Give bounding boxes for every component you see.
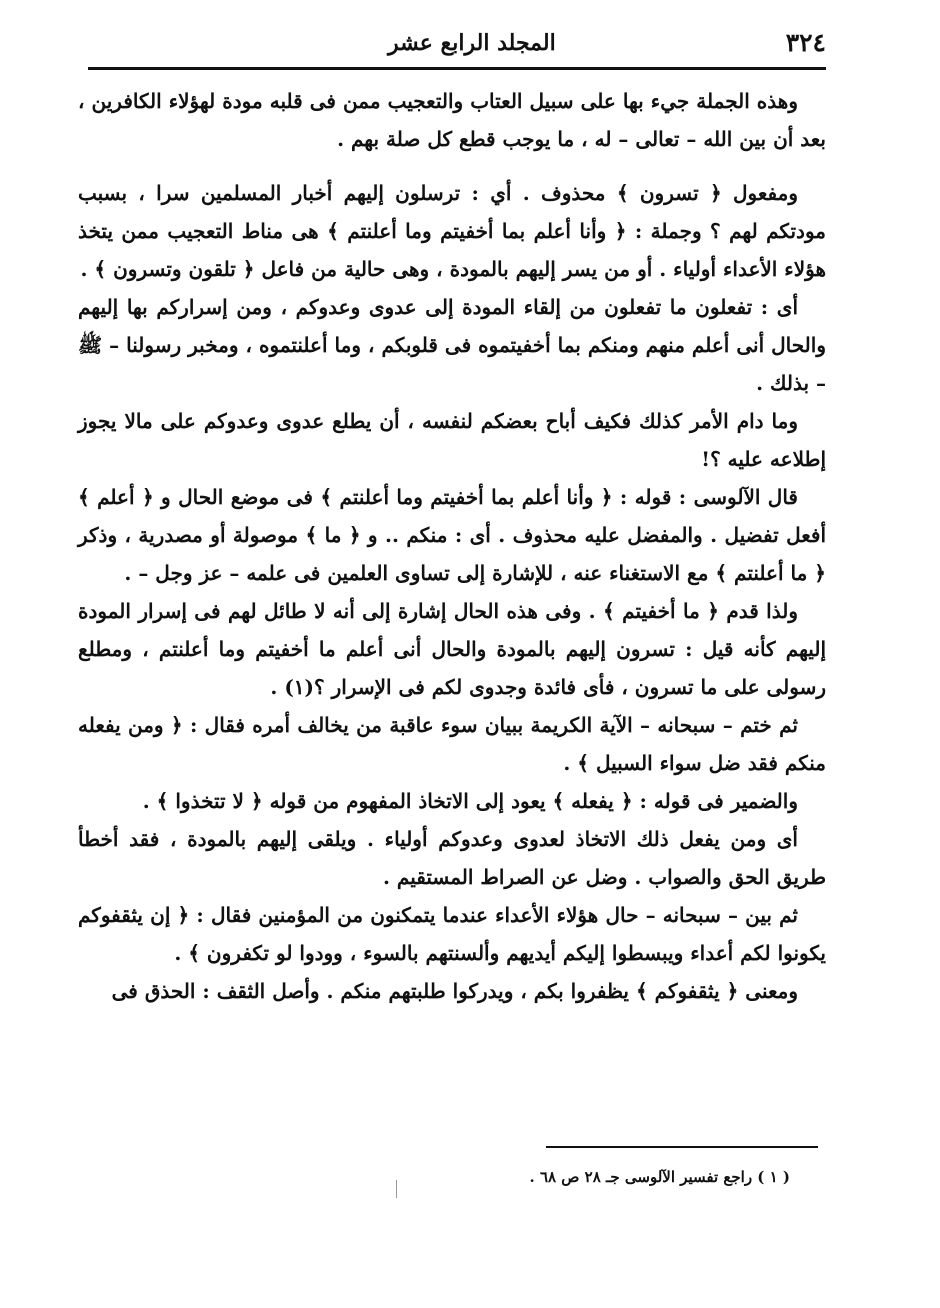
paragraph-6: ولذا قدم ﴿ ما أخفيتم ﴾ . وفى هذه الحال إشارة إلى أنه لا طائل لهم فى إسرار المودة إليهم كأنه قيل : تسرون إليهم بالمودة والحال أنى أعلم ما أخفيتم وما أعلنتم ، ومطلع رسولى على ما تسرون ، فأى فائدة وجدوى لكم فى الإسرار ؟(١) .: [78, 599, 826, 699]
header-rule: [88, 67, 826, 70]
paragraph-10: ثم بين – سبحانه – حال هؤلاء الأعداء عندما يتمكنون من المؤمنين فقال : ﴿ إن يثقفوكم يكونوا لكم أعداء ويبسطوا إليكم أيديهم وألسنتهم بالسوء ، وودوا لو تكفرون ﴾ .: [78, 903, 826, 965]
paragraph-5: قال الآلوسى : قوله : ﴿ وأنا أعلم بما أخفيتم وما أعلنتم ﴾ فى موضع الحال و ﴿ أعلم ﴾ أفعل تفضيل . والمفضل عليه محذوف . أى : منكم .. و ﴿ ما ﴾ موصولة أو مصدرية ، وذكر ﴿ ما أعلنتم ﴾ مع الاستغناء عنه ، للإشارة إلى تساوى العلمين فى علمه – عز وجل – .: [78, 485, 826, 585]
paragraph-9: أى ومن يفعل ذلك الاتخاذ لعدوى وعدوكم أولياء . ويلقى إليهم بالمودة ، فقد أخطأ طريق الحق والصواب . وضل عن الصراط المستقيم .: [78, 827, 826, 889]
paragraph-2: ومفعول ﴿ تسرون ﴾ محذوف . أي : ترسلون إليهم أخبار المسلمين سرا ، بسبب مودتكم لهم ؟ وجملة : ﴿ وأنا أعلم بما أخفيتم وما أعلنتم ﴾ هى مناط التعجيب ممن يتخذ هؤلاء الأعداء أولياء . أو من يسر إليهم بالمودة ، وهى حالية من فاعل ﴿ تلقون وتسرون ﴾ .: [78, 181, 826, 281]
scan-artifact-line: [396, 1180, 397, 1198]
page-number: ٣٢٤: [785, 28, 826, 57]
paragraph-4: وما دام الأمر كذلك فكيف أباح بعضكم لنفسه ، أن يطلع عدوى وعدوكم على مالا يجوز إطلاعه عليه ؟!: [78, 409, 826, 471]
paragraph-11: ومعنى ﴿ يثقفوكم ﴾ يظفروا بكم ، ويدركوا طلبتهم منكم . وأصل الثقف : الحذق فى: [111, 979, 798, 1003]
body-text: [78, 82, 826, 1010]
paragraph-7: ثم ختم – سبحانه – الآية الكريمة ببيان سوء عاقبة من يخالف أمره فقال : ﴿ ومن يفعله منكم فقد ضل سواء السبيل ﴾ .: [78, 713, 826, 775]
page-header: [88, 24, 826, 68]
footnote: ( ١ ) راجع تفسير الآلوسى جـ ٢٨ ص ٦٨ .: [529, 1168, 790, 1186]
running-title: المجلد الرابع عشر: [388, 30, 556, 56]
footnote-rule: [546, 1146, 818, 1148]
paragraph-1: وهذه الجملة جيء بها على سبيل العتاب والتعجيب ممن فى قلبه مودة لهؤلاء الكافرين ، بعد أن بين الله – تعالى – له ، ما يوجب قطع كل صلة بهم .: [78, 89, 826, 151]
paragraph-8: والضمير فى قوله : ﴿ يفعله ﴾ يعود إلى الاتخاذ المفهوم من قوله ﴿ لا تتخذوا ﴾ .: [142, 789, 798, 813]
paragraph-3: أى : تفعلون ما تفعلون من إلقاء المودة إلى عدوى وعدوكم ، ومن إسراركم بها إليهم والحال أنى أعلم منهم ومنكم بما أخفيتموه فى قلوبكم ، وما أعلنتموه ، ومخبر رسولنا – ﷺ – بذلك .: [78, 295, 826, 395]
